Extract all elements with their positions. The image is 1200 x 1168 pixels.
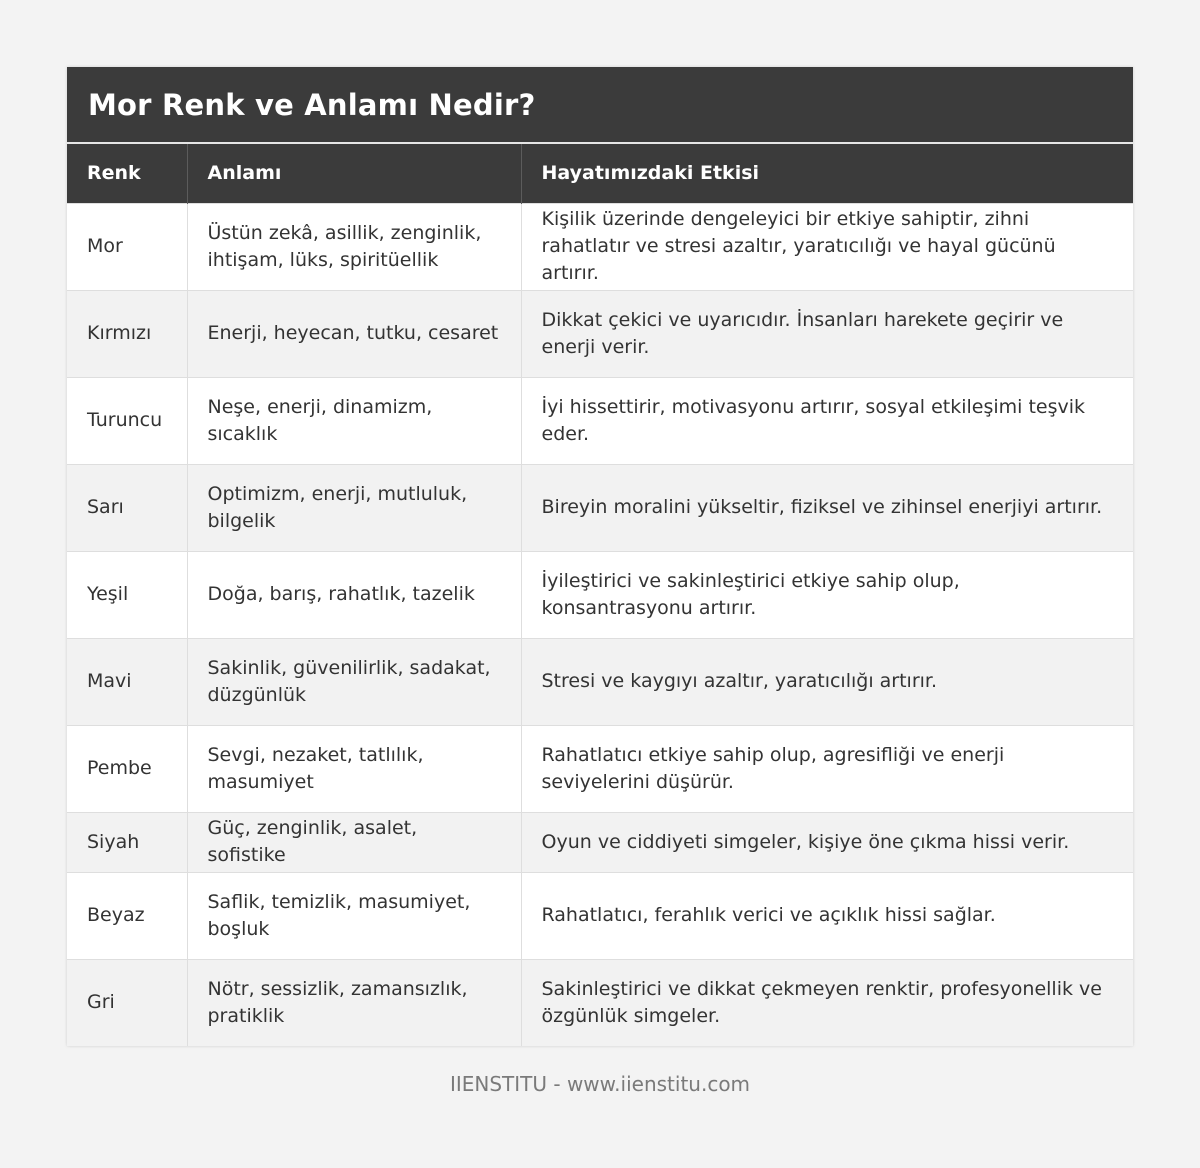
cell-effect: Bireyin moralini yükseltir, fiziksel ve zihinsel enerjiyi artırır. xyxy=(521,464,1133,551)
cell-effect: Kişilik üzerinde dengeleyici bir etkiye sahiptir, zihni rahatlatır ve stresi azaltır, yaratıcılığı ve hayal gücünü artırır. xyxy=(521,203,1133,290)
table-row xyxy=(67,290,1133,377)
cell-color: Turuncu xyxy=(67,377,187,464)
cell-meaning: Saflik, temizlik, masumiyet, boşluk xyxy=(187,872,521,959)
column-header-renk: Renk xyxy=(67,144,187,203)
table-row xyxy=(67,464,1133,551)
cell-effect: İyi hissettirir, motivasyonu artırır, sosyal etkileşimi teşvik eder. xyxy=(521,377,1133,464)
cell-color: Kırmızı xyxy=(67,290,187,377)
cell-effect: Dikkat çekici ve uyarıcıdır. İnsanları harekete geçirir ve enerji verir. xyxy=(521,290,1133,377)
cell-effect: Sakinleştirici ve dikkat çekmeyen renktir, profesyonellik ve özgünlük simgeler. xyxy=(521,959,1133,1046)
cell-color: Yeşil xyxy=(67,551,187,638)
table-row xyxy=(67,812,1133,872)
cell-meaning: Nötr, sessizlik, zamansızlık, pratiklik xyxy=(187,959,521,1046)
cell-color: Mor xyxy=(67,203,187,290)
table-card xyxy=(67,67,1133,1046)
cell-meaning: Üstün zekâ, asillik, zenginlik, ihtişam, lüks, spiritüellik xyxy=(187,203,521,290)
table-title-bar xyxy=(67,67,1133,144)
cell-meaning: Enerji, heyecan, tutku, cesaret xyxy=(187,290,521,377)
table-row xyxy=(67,959,1133,1046)
table-row xyxy=(67,725,1133,812)
table-row xyxy=(67,551,1133,638)
cell-color: Mavi xyxy=(67,638,187,725)
column-header-etkisi: Hayatımızdaki Etkisi xyxy=(521,144,1133,203)
cell-effect: Stresi ve kaygıyı azaltır, yaratıcılığı artırır. xyxy=(521,638,1133,725)
cell-meaning: Güç, zenginlik, asalet, sofistike xyxy=(187,812,521,872)
table-header-row xyxy=(67,144,1133,203)
cell-color: Gri xyxy=(67,959,187,1046)
cell-meaning: Optimizm, enerji, mutluluk, bilgelik xyxy=(187,464,521,551)
cell-meaning: Neşe, enerji, dinamizm, sıcaklık xyxy=(187,377,521,464)
column-header-anlami: Anlamı xyxy=(187,144,521,203)
cell-effect: İyileştirici ve sakinleştirici etkiye sahip olup, konsantrasyonu artırır. xyxy=(521,551,1133,638)
cell-effect: Rahatlatıcı etkiye sahip olup, agresifliği ve enerji seviyelerini düşürür. xyxy=(521,725,1133,812)
cell-color: Beyaz xyxy=(67,872,187,959)
table-row xyxy=(67,638,1133,725)
color-meaning-table xyxy=(67,144,1133,1046)
table-row xyxy=(67,872,1133,959)
table-row xyxy=(67,203,1133,290)
cell-effect: Oyun ve ciddiyeti simgeler, kişiye öne çıkma hissi verir. xyxy=(521,812,1133,872)
cell-effect: Rahatlatıcı, ferahlık verici ve açıklık hissi sağlar. xyxy=(521,872,1133,959)
cell-meaning: Doğa, barış, rahatlık, tazelik xyxy=(187,551,521,638)
cell-meaning: Sevgi, nezaket, tatlılık, masumiyet xyxy=(187,725,521,812)
footer-credit: IIENSTITU - www.iienstitu.com xyxy=(449,1072,751,1096)
cell-color: Sarı xyxy=(67,464,187,551)
table-title: Mor Renk ve Anlamı Nedir? xyxy=(88,87,536,122)
cell-color: Siyah xyxy=(67,812,187,872)
table-row xyxy=(67,377,1133,464)
cell-meaning: Sakinlik, güvenilirlik, sadakat, düzgünlük xyxy=(187,638,521,725)
cell-color: Pembe xyxy=(67,725,187,812)
